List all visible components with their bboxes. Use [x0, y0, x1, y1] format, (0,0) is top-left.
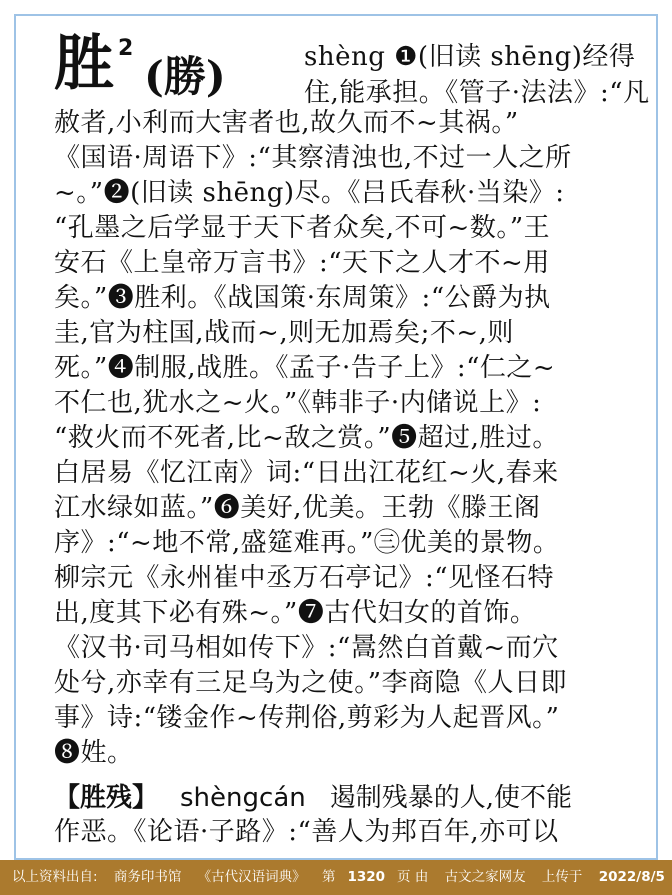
dictionary-entry [16, 16, 656, 858]
entry-line: 不仁也,犹水之~火。”《韩非子·内储说上》: [54, 388, 542, 418]
entry-body [54, 106, 632, 771]
upload-date: 2022/8/5 [598, 869, 665, 885]
entry-line: 矣。”❸胜利。《战国策·东周策》:“公爵为执 [54, 283, 551, 313]
variant-form: (勝) [144, 52, 226, 101]
scanned-dictionary-page [14, 14, 658, 860]
homograph-number: 2 [118, 36, 134, 61]
entry-line: 《国语·周语下》:“其察清浊也,不过一人之所 [54, 143, 572, 173]
page-prefix: 第 [321, 869, 336, 885]
source-label: 以上资料出自: [12, 869, 98, 885]
uploader-name: 古文之家网友 [444, 869, 526, 885]
entry-line: “孔墨之后学显于天下者众矣,不可~数。”王 [54, 213, 551, 243]
entry-line: 死。”❹制服,战胜。《孟子·告子上》:“仁之~ [54, 353, 556, 383]
publisher-name: 商务印书馆 [113, 869, 182, 885]
sub-entry-pinyin: shèngcán [180, 783, 306, 813]
page-number: 1320 [347, 869, 386, 885]
entry-line: 处兮,亦幸有三足乌为之使。”李商隐《人日即 [54, 668, 568, 698]
source-footer [0, 860, 672, 895]
entry-line: 序》:“~地不常,盛筵难再。”㊂优美的景物。 [54, 528, 560, 558]
entry-line: 圭,官为柱国,战而~,则无加焉矣;不~,则 [54, 318, 514, 348]
entry-line-1: shèng ❶(旧读 shēng)经得 [304, 42, 636, 72]
entry-line: “救火而不死者,比~敌之赏。”❺超过,胜过。 [54, 423, 559, 453]
entry-line: ~。”❷(旧读 shēng)尽。《吕氏春秋·当染》: [54, 178, 565, 208]
entry-line: 白居易《忆江南》词:“日出江花红~火,春来 [54, 458, 559, 488]
entry-header [54, 29, 650, 108]
book-title: 《古代汉语词典》 [197, 869, 306, 885]
sub-entry [54, 781, 632, 815]
entry-line: 柳宗元《永州崔中丞万石亭记》:“见怪石特 [54, 563, 555, 593]
entry-line: ❽姓。 [54, 738, 134, 768]
entry-line-2: 住,能承担。《管子·法法》:“凡 [304, 78, 650, 108]
sub-entry-head: 【胜残】 [54, 783, 159, 813]
page-suffix: 页 由 [397, 869, 429, 885]
entry-line: 事》诗:“镂金作~传荆俗,剪彩为人起晋风。” [54, 703, 560, 733]
headword: 胜 [54, 29, 114, 99]
entry-line: 《汉书·司马相如传下》:“暠然白首戴~而穴 [54, 633, 559, 663]
sub-entry-definition: 遏制残暴的人,使不能 [329, 783, 572, 813]
upload-label: 上传于 [541, 869, 583, 885]
entry-line: 江水绿如蓝。”❻美好,优美。王勃《滕王阁 [54, 493, 541, 523]
entry-line: 安石《上皇帝万言书》:“天下之人才不~用 [54, 248, 550, 278]
sub-entry-next-line: 作恶。《论语·子路》:“善人为邦百年,亦可以 [54, 817, 559, 847]
entry-line: 赦者,小利而大害者也,故久而不~其祸。” [54, 108, 519, 138]
entry-line: 出,度其下必有殊~。”❼古代妇女的首饰。 [54, 598, 537, 628]
